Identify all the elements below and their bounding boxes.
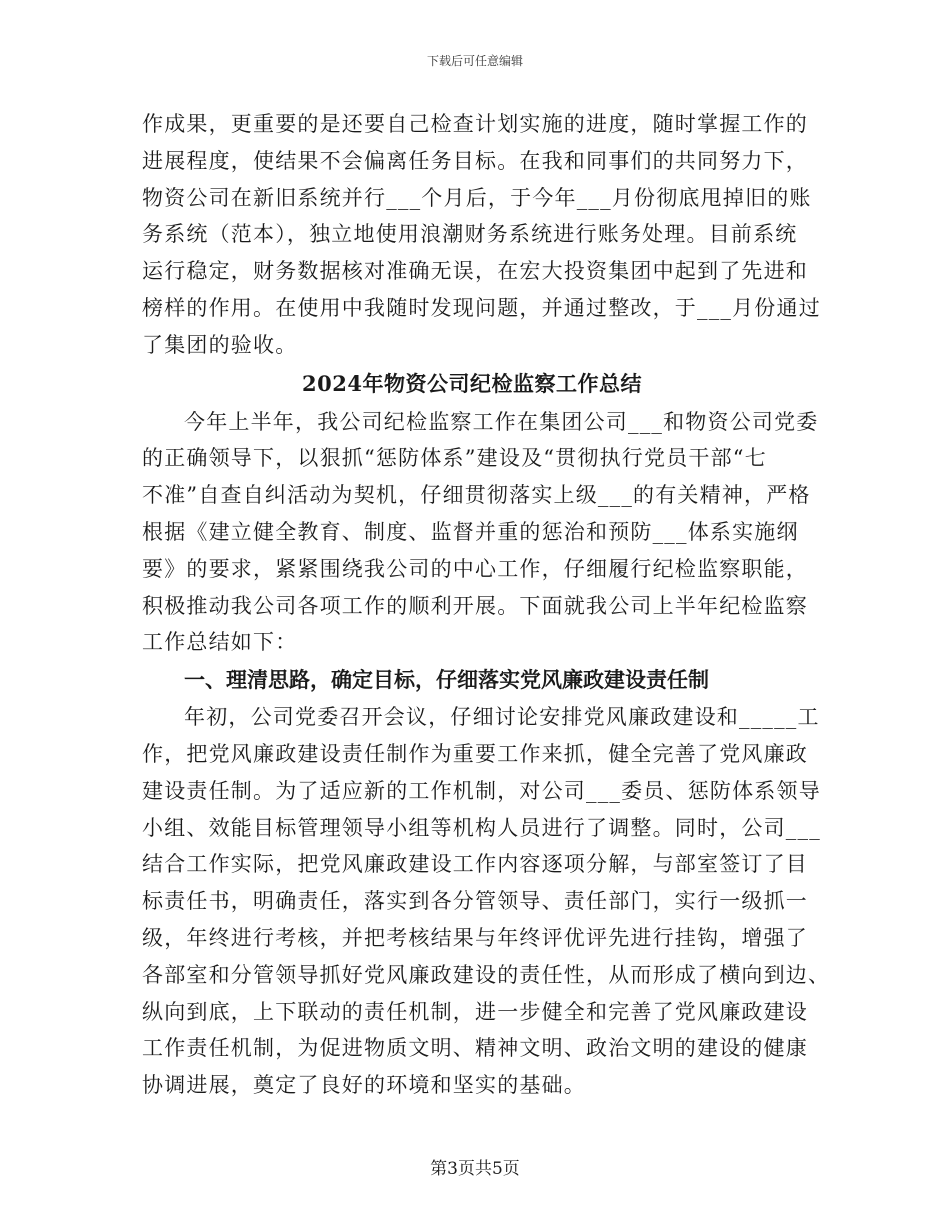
text-line: 了集团的验收。: [142, 332, 298, 357]
paragraph-1: [142, 106, 821, 364]
paragraph-3: [142, 699, 831, 1104]
text-line: 今年上半年，我公司纪检监察工作在集团公司___和物资公司党委: [184, 409, 819, 434]
text-line: 结合工作实际，把党风廉政建设工作内容逐项分解，与部室签订了目: [142, 852, 808, 877]
page-header: 下载后可任意编辑: [426, 54, 523, 68]
text-line: 务系统（范本），独立地使用浪潮财务系统进行账务处理。目前系统: [142, 222, 798, 247]
text-line: 小组、效能目标管理领导小组等机构人员进行了调整。同时，公司___: [142, 815, 821, 840]
paragraph-2: [142, 404, 819, 662]
text-line: 积极推动我公司各项工作的顺利开展。下面就我公司上半年纪检监察: [142, 593, 808, 618]
text-line: 要》的要求，紧紧围绕我公司的中心工作，仔细履行纪检监察职能，: [142, 556, 808, 581]
text-line: 标责任书，明确责任，落实到各分管领导、责任部门，实行一级抓一: [142, 889, 808, 914]
text-line: 不准”自查自纠活动为契机，仔细贯彻落实上级___的有关精神，严格: [142, 483, 811, 508]
document-body: [142, 106, 831, 1104]
text-line: 作成果，更重要的是还要自己检查计划实施的进度，随时掌握工作的: [142, 112, 808, 136]
document-title: 2024年物资公司纪检监察工作总结: [302, 370, 642, 396]
text-line: 进展程度，使结果不会偏离任务目标。在我和同事们的共同努力下，: [142, 148, 808, 173]
text-line: 的正确领导下，以狠抓“惩防体系”建设及“贯彻执行党员干部“七: [142, 446, 767, 471]
text-line: 级，年终进行考核，并把考核结果与年终评优评先进行挂钩，增强了: [142, 925, 808, 950]
text-line: 工作总结如下：: [142, 630, 298, 655]
text-line: 运行稳定，财务数据核对准确无误，在宏大投资集团中起到了先进和: [142, 259, 808, 284]
text-line: 年初，公司党委召开会议，仔细讨论安排党风廉政建设和_____工: [184, 705, 820, 730]
page-footer: 第3页共5页: [430, 1159, 520, 1179]
text-line: 各部室和分管领导抓好党风廉政建设的责任性，从而形成了横向到边、: [142, 962, 831, 987]
text-line: 纵向到底，上下联动的责任机制，进一步健全和完善了党风廉政建设: [142, 999, 808, 1024]
text-line: 榜样的作用。在使用中我随时发现问题，并通过整改，于___月份通过: [142, 295, 821, 320]
text-line: 工作责任机制，为促进物质文明、精神文明、政治文明的建设的健康: [142, 1036, 808, 1061]
text-line: 根据《建立健全教育、制度、监督并重的惩治和预防___体系实施纲: [142, 519, 799, 544]
text-line: 建设责任制。为了适应新的工作机制，对公司___委员、惩防体系领导: [142, 778, 821, 803]
text-line: 作，把党风廉政建设责任制作为重要工作来抓，健全完善了党风廉政: [142, 741, 808, 766]
text-line: 物资公司在新旧系统并行___个月后，于今年___月份彻底甩掉旧的账: [142, 185, 812, 210]
section-heading: 一、理清思路，确定目标，仔细落实党风廉政建设责任制: [184, 667, 709, 693]
text-line: 协调进展，奠定了良好的环境和坚实的基础。: [142, 1073, 586, 1098]
